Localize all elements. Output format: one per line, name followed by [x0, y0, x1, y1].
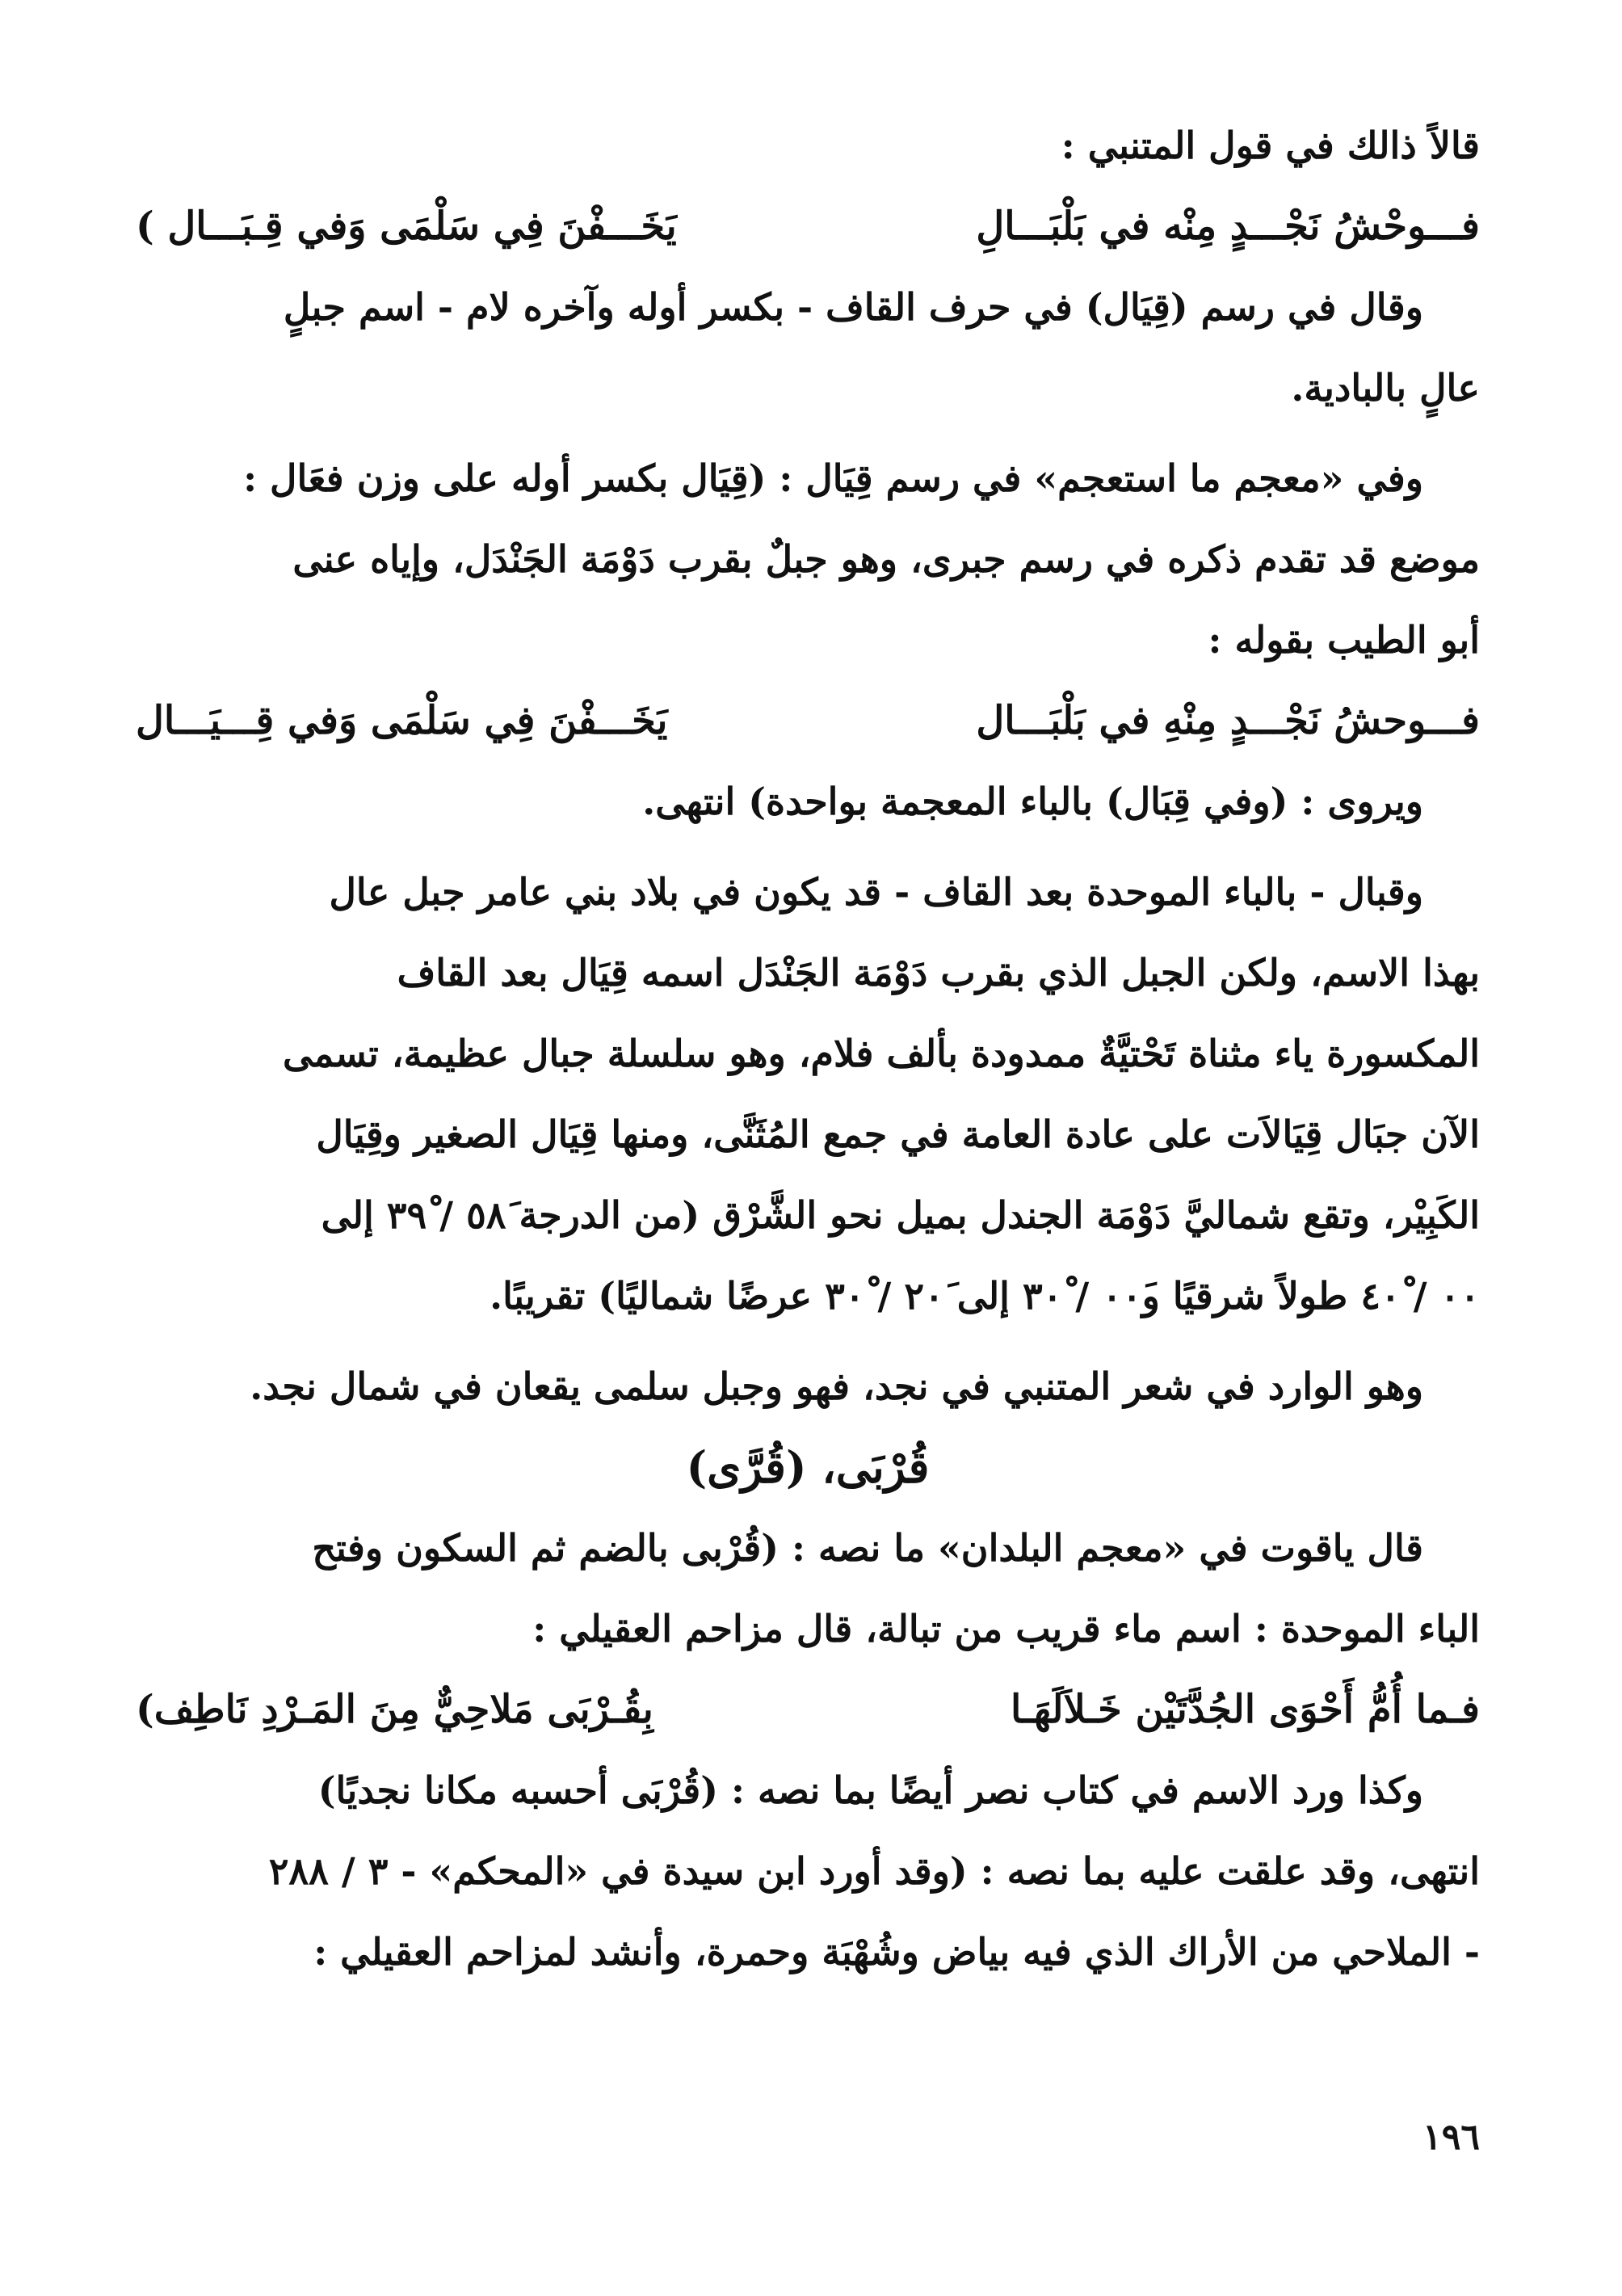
text-line: قال ياقوت في «معجم البلدان» ما نصه : (قُرْبى بالضم ثم السكون وفتح [312, 1526, 1423, 1570]
page-body [136, 105, 1480, 1992]
text-line: الآن جبَال قِيَالاَت على عادة العامة في جمع المُثَنَّى، ومنها قِيَال الصغير وقِيَال [316, 1112, 1480, 1156]
verse-first-hemistich: فـــوحشُ نَجْـــدٍ مِنْهِ في بَلْبَـــال [976, 698, 1480, 743]
text-line: وقبال - بالباء الموحدة بعد القاف - قد يكون في بلاد بني عامر جبل عال [329, 870, 1423, 914]
verse-second-hemistich: يَخَـــفْنَ فِي سَلْمَى وَفي قِـبَـــال ) [136, 204, 677, 249]
text-line: عالٍ بالبادية. [1291, 366, 1480, 410]
text-line: بهذا الاسم، ولكن الجبل الذي بقرب دَوْمَة الجَنْدَل اسمه قِيَال بعد القاف [397, 951, 1480, 995]
text-line: الباء الموحدة : اسم ماء قريب من تبالة، قال مزاحم العقيلي : [532, 1607, 1480, 1651]
verse-second-hemistich: بِقُـرْبَى مَلاحِيٌّ مِنَ المَـرْدِ نَاطِف) [136, 1687, 653, 1732]
text-line: موضع قد تقدم ذكره في رسم جبرى، وهو جبلٌ بقرب دَوْمَة الجَنْدَل، وإياه عنى [292, 537, 1480, 581]
verse-first-hemistich: فـــوحْشُ نَجْـــدٍ مِنْه في بَلْبَـــالِ [976, 204, 1480, 249]
text-line: ٠٠َ / ٤٠ْ طولاً شرقيًا و٠٠َ / ٣٠ْ إلى ٢٠َ / ٣٠ْ عرضًا شماليًا) تقريبًا. [490, 1274, 1480, 1318]
verse-line [136, 186, 1480, 267]
text-line: - الملاحي من الأراك الذي فيه بياض وشُهْبَة وحمرة، وأنشد لمزاحم العقيلي : [313, 1930, 1480, 1974]
text-line: الكَبِيْر، وتقع شماليَّ دَوْمَة الجندل بميل نحو الشَّرْق (من الدرجة ٥٨َ / ٣٩ْ إلى [321, 1193, 1480, 1237]
section-heading: قُرْبَى، (قُرَّى) [686, 1441, 930, 1493]
text-line: أبو الطيب بقوله : [1208, 618, 1480, 662]
text-line: قالاً ذالك في قول المتنبي : [1061, 124, 1480, 167]
verse-line [136, 1669, 1480, 1750]
text-line: المكسورة ياء مثناة تَحْتيَّةٌ ممدودة بألف فلام، وهو سلسلة جبال عظيمة، تسمى [283, 1032, 1480, 1075]
text-line: وفي «معجم ما استعجم» في رسم قِيَال : (قِيَال بكسر أوله على وزن فعَال : [243, 456, 1423, 500]
text-line: وهو الوارد في شعر المتنبي في نجد، فهو وجبل سلمى يقعان في شمال نجد. [250, 1365, 1423, 1408]
verse-second-hemistich: يَخَـــفْنَ فِي سَلْمَى وَفي قِـــيَـــال [136, 698, 668, 743]
text-line: وكذا ورد الاسم في كتاب نصر أيضًا بما نصه : (قُرْبَى أحسبه مكانا نجديًا) [317, 1768, 1423, 1812]
text-line: وقال في رسم (قِيَال) في حرف القاف - بكسر أوله وآخره لام - اسم جبلٍ [283, 285, 1423, 329]
text-line: ويروى : (وفي قِبَال) بالباء المعجمة بواحدة) انتهى. [642, 780, 1423, 823]
text-line: انتهى، وقد علقت عليه بما نصه : (وقد أورد ابن سيدة في «المحكم» - ٣ / ٢٨٨ [268, 1849, 1480, 1893]
page-number: ١٩٦ [1422, 2117, 1480, 2158]
verse-first-hemistich: فـما أُمُّ أَحْوَى الجُدَّتَيْن خَـلاَلَهَـا [1011, 1687, 1480, 1732]
verse-line [136, 680, 1480, 761]
